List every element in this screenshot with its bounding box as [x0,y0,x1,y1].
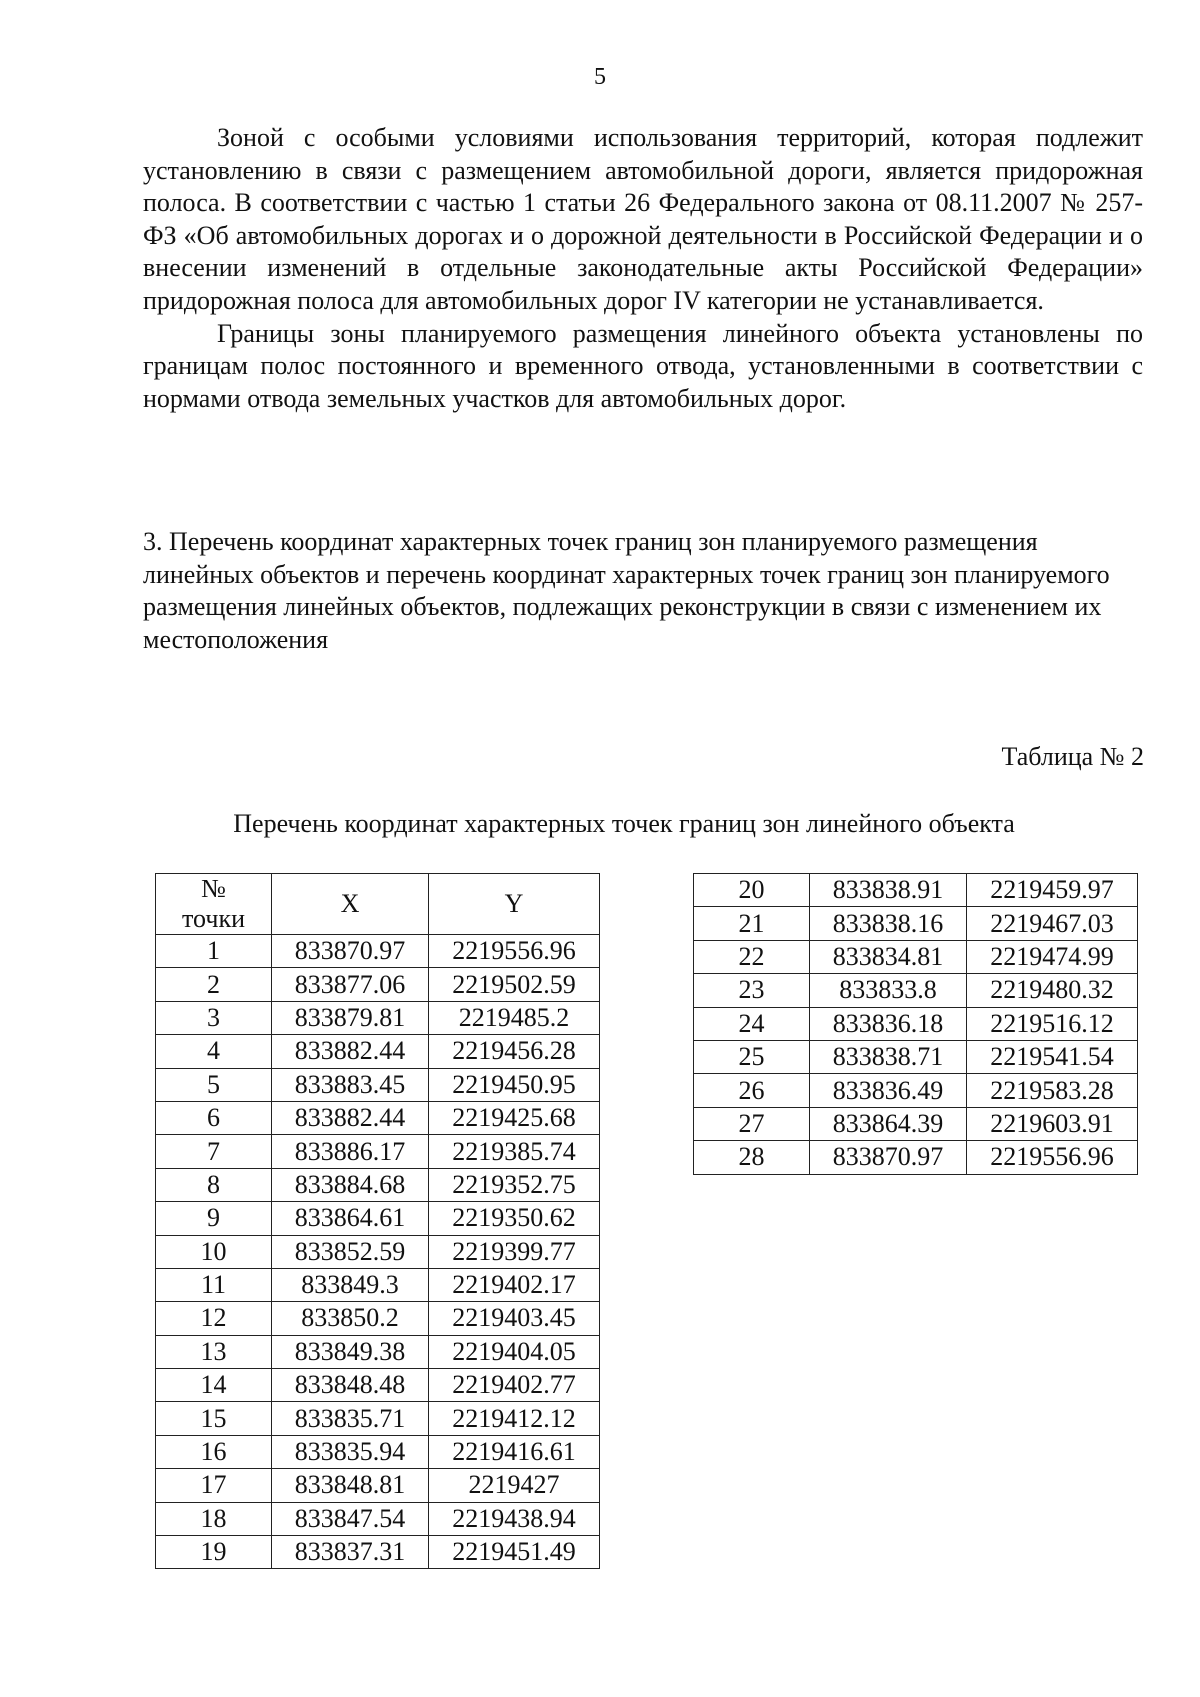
point-number-cell: 7 [156,1135,272,1168]
table-row [156,1035,600,1068]
coordinates-table-right [693,873,1138,1175]
x-coordinate-cell: 833836.49 [810,1074,967,1107]
paragraph-roadside-zone: Зоной с особыми условиями использования территорий, которая подлежит установлению в связи с размещением автомобильной дороги, является придорожная полоса. В соответствии с частью 1 статьи 26 Федерального закона от 08.11.2007 № 257-ФЗ «Об автомобильных дорогах и о дорожной деятельности в Российской Федерации и о внесении изменений в отдельные законодательные акты Российской Федерации» придорожная полоса для автомобильных дорог IV категории не устанавливается. [143,123,1143,315]
x-coordinate-cell: 833849.3 [272,1268,429,1301]
y-coordinate-cell: 2219583.28 [967,1074,1138,1107]
y-coordinate-cell: 2219412.12 [429,1402,600,1435]
table-row [694,974,1138,1007]
table-row [156,1402,600,1435]
y-coordinate-cell: 2219385.74 [429,1135,600,1168]
table-row [694,1141,1138,1174]
point-number-cell: 25 [694,1040,810,1073]
header-x: X [272,874,429,935]
y-coordinate-cell: 2219450.95 [429,1068,600,1101]
table-row [694,1040,1138,1073]
point-number-cell: 27 [694,1107,810,1140]
table-row [156,1536,600,1569]
header-point-number-label: точки [182,904,245,933]
point-number-cell: 14 [156,1369,272,1402]
table-row [156,1168,600,1201]
point-number-cell: 13 [156,1335,272,1368]
table-row [156,1302,600,1335]
y-coordinate-cell: 2219480.32 [967,974,1138,1007]
section-heading: 3. Перечень координат характерных точек границ зон планируемого размещения линейных объектов и перечень координат характерных точек границ зон планируемого размещения линейных объектов, подлежащих реконструкции в связи с изменением их местоположения [143,527,1110,654]
point-number-cell: 21 [694,907,810,940]
y-coordinate-cell: 2219467.03 [967,907,1138,940]
y-coordinate-cell: 2219451.49 [429,1536,600,1569]
table-number: Таблица № 2 [1001,742,1144,771]
x-coordinate-cell: 833849.38 [272,1335,429,1368]
y-coordinate-cell: 2219350.62 [429,1202,600,1235]
x-coordinate-cell: 833864.61 [272,1202,429,1235]
x-coordinate-cell: 833852.59 [272,1235,429,1268]
body-text [143,122,1143,415]
y-coordinate-cell: 2219402.77 [429,1369,600,1402]
x-coordinate-cell: 833864.39 [810,1107,967,1140]
header-y: Y [429,874,600,935]
table-row [694,1074,1138,1107]
x-coordinate-cell: 833847.54 [272,1502,429,1535]
x-coordinate-cell: 833877.06 [272,968,429,1001]
x-coordinate-cell: 833850.2 [272,1302,429,1335]
point-number-cell: 1 [156,935,272,968]
point-number-cell: 28 [694,1141,810,1174]
y-coordinate-cell: 2219603.91 [967,1107,1138,1140]
x-coordinate-cell: 833838.71 [810,1040,967,1073]
point-number-cell: 20 [694,874,810,907]
x-coordinate-cell: 833834.81 [810,940,967,973]
y-coordinate-cell: 2219474.99 [967,940,1138,973]
table-row [156,1068,600,1101]
y-coordinate-cell: 2219516.12 [967,1007,1138,1040]
point-number-cell: 15 [156,1402,272,1435]
y-coordinate-cell: 2219456.28 [429,1035,600,1068]
x-coordinate-cell: 833882.44 [272,1101,429,1134]
point-number-cell: 24 [694,1007,810,1040]
point-number-cell: 17 [156,1469,272,1502]
table-row [156,1335,600,1368]
y-coordinate-cell: 2219459.97 [967,874,1138,907]
table-row [156,1369,600,1402]
y-coordinate-cell: 2219502.59 [429,968,600,1001]
x-coordinate-cell: 833870.97 [810,1141,967,1174]
point-number-cell: 23 [694,974,810,1007]
x-coordinate-cell: 833886.17 [272,1135,429,1168]
point-number-cell: 2 [156,968,272,1001]
table-row [694,940,1138,973]
table-row [694,1007,1138,1040]
y-coordinate-cell: 2219556.96 [429,935,600,968]
x-coordinate-cell: 833879.81 [272,1001,429,1034]
table-row [694,907,1138,940]
table-row [156,1502,600,1535]
table-caption: Перечень координат характерных точек границ зон линейного объекта [233,809,1015,838]
x-coordinate-cell: 833838.91 [810,874,967,907]
header-point-number [156,874,272,935]
table-row [694,874,1138,907]
point-number-cell: 11 [156,1268,272,1301]
y-coordinate-cell: 2219402.17 [429,1268,600,1301]
table-header-row [156,874,600,935]
x-coordinate-cell: 833836.18 [810,1007,967,1040]
x-coordinate-cell: 833870.97 [272,935,429,968]
table-row [156,1268,600,1301]
y-coordinate-cell: 2219403.45 [429,1302,600,1335]
point-number-cell: 26 [694,1074,810,1107]
page-number: 5 [594,64,606,90]
x-coordinate-cell: 833837.31 [272,1536,429,1569]
x-coordinate-cell: 833848.48 [272,1369,429,1402]
point-number-cell: 10 [156,1235,272,1268]
table-row [694,1107,1138,1140]
table-row [156,1469,600,1502]
x-coordinate-cell: 833838.16 [810,907,967,940]
point-number-cell: 6 [156,1101,272,1134]
table-row [156,1135,600,1168]
x-coordinate-cell: 833833.8 [810,974,967,1007]
x-coordinate-cell: 833835.94 [272,1435,429,1468]
point-number-cell: 18 [156,1502,272,1535]
table-row [156,968,600,1001]
x-coordinate-cell: 833848.81 [272,1469,429,1502]
paragraph-zone-boundaries: Границы зоны планируемого размещения линейного объекта установлены по границам полос постоянного и временного отвода, установленными в соответствии с нормами отвода земельных участков для автомобильных дорог. [143,318,1143,413]
table-row [156,1235,600,1268]
x-coordinate-cell: 833882.44 [272,1035,429,1068]
table-row [156,1435,600,1468]
x-coordinate-cell: 833883.45 [272,1068,429,1101]
x-coordinate-cell: 833884.68 [272,1168,429,1201]
x-coordinate-cell: 833835.71 [272,1402,429,1435]
table-row [156,1202,600,1235]
y-coordinate-cell: 2219485.2 [429,1001,600,1034]
table-row [156,935,600,968]
point-number-cell: 5 [156,1068,272,1101]
point-number-cell: 19 [156,1536,272,1569]
point-number-cell: 4 [156,1035,272,1068]
y-coordinate-cell: 2219352.75 [429,1168,600,1201]
point-number-cell: 16 [156,1435,272,1468]
header-point-number-sign: № [201,874,226,903]
y-coordinate-cell: 2219399.77 [429,1235,600,1268]
point-number-cell: 3 [156,1001,272,1034]
point-number-cell: 9 [156,1202,272,1235]
y-coordinate-cell: 2219438.94 [429,1502,600,1535]
point-number-cell: 12 [156,1302,272,1335]
y-coordinate-cell: 2219416.61 [429,1435,600,1468]
y-coordinate-cell: 2219427 [429,1469,600,1502]
y-coordinate-cell: 2219541.54 [967,1040,1138,1073]
table-row [156,1101,600,1134]
table-row [156,1001,600,1034]
point-number-cell: 8 [156,1168,272,1201]
y-coordinate-cell: 2219425.68 [429,1101,600,1134]
y-coordinate-cell: 2219404.05 [429,1335,600,1368]
y-coordinate-cell: 2219556.96 [967,1141,1138,1174]
point-number-cell: 22 [694,940,810,973]
coordinates-table-left [155,873,600,1569]
